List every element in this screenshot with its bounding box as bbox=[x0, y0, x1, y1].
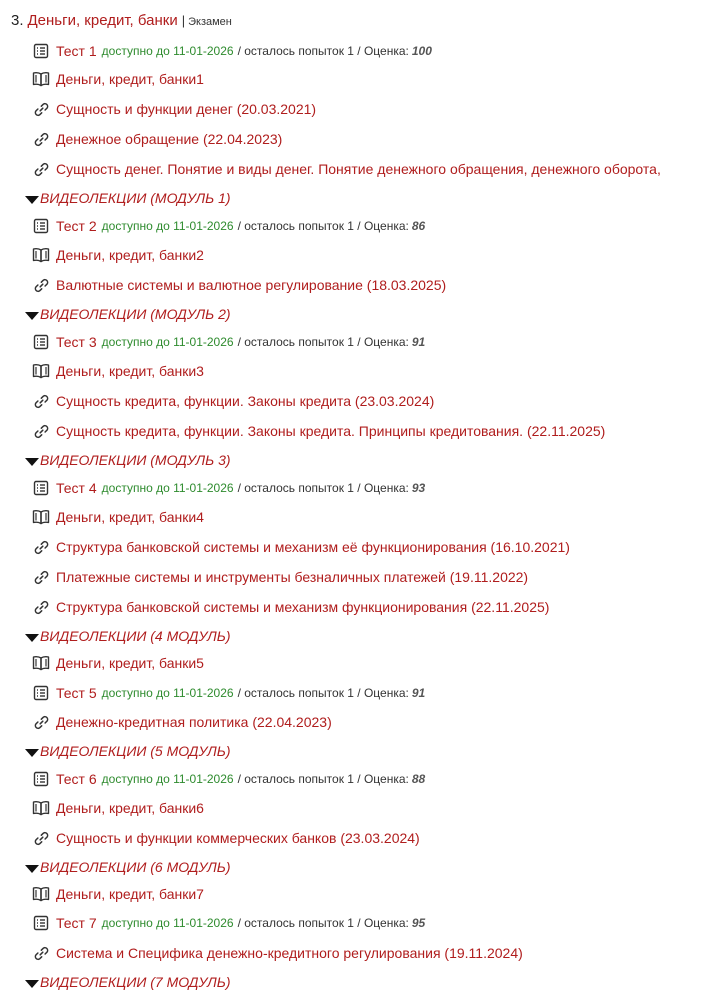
triangle-down-icon[interactable] bbox=[25, 749, 39, 757]
test-link[interactable]: Тест 3 bbox=[56, 334, 97, 350]
book-activity-row bbox=[0, 243, 717, 267]
grade-value: 86 bbox=[411, 219, 426, 233]
video-lectures-toggle[interactable] bbox=[0, 856, 717, 878]
url-link[interactable]: Сущность кредита, функции. Законы кредита (23.03.2024) bbox=[56, 393, 435, 409]
availability-text: доступно до 11-01-2026 bbox=[101, 44, 234, 58]
link-icon bbox=[32, 422, 50, 440]
quiz-icon bbox=[32, 333, 50, 351]
availability-text: доступно до 11-01-2026 bbox=[101, 481, 234, 495]
test-activity-row bbox=[0, 476, 717, 500]
book-icon bbox=[32, 70, 50, 88]
book-link[interactable]: Деньги, кредит, банки6 bbox=[56, 800, 204, 816]
link-icon bbox=[32, 160, 50, 178]
availability-text: доступно до 11-01-2026 bbox=[101, 916, 234, 930]
triangle-down-icon[interactable] bbox=[25, 980, 39, 988]
book-activity-row bbox=[0, 651, 717, 675]
book-activity-row bbox=[0, 796, 717, 820]
section-number: 3. bbox=[11, 12, 24, 29]
book-activity-row bbox=[0, 67, 717, 91]
test-activity-row bbox=[0, 39, 717, 63]
book-icon bbox=[32, 799, 50, 817]
test-link[interactable]: Тест 4 bbox=[56, 480, 97, 496]
video-lectures-toggle[interactable] bbox=[0, 187, 717, 209]
video-lectures-label[interactable]: ВИДЕОЛЕКЦИИ (МОДУЛЬ 3) bbox=[40, 452, 231, 468]
quiz-icon bbox=[32, 770, 50, 788]
book-link[interactable]: Деньги, кредит, банки4 bbox=[56, 509, 204, 525]
triangle-down-icon[interactable] bbox=[25, 865, 39, 873]
grade-value: 91 bbox=[411, 686, 426, 700]
book-icon bbox=[32, 508, 50, 526]
link-icon bbox=[32, 944, 50, 962]
test-activity-row bbox=[0, 681, 717, 705]
book-link[interactable]: Деньги, кредит, банки5 bbox=[56, 655, 204, 671]
test-activity-row bbox=[0, 911, 717, 935]
book-link[interactable]: Деньги, кредит, банки3 bbox=[56, 363, 204, 379]
attempts-grade-text: / осталось попыток 1 / Оценка: bbox=[237, 219, 409, 233]
availability-text: доступно до 11-01-2026 bbox=[101, 335, 234, 349]
video-lectures-label[interactable]: ВИДЕОЛЕКЦИИ (5 МОДУЛЬ) bbox=[40, 743, 231, 759]
test-link[interactable]: Тест 7 bbox=[56, 915, 97, 931]
test-link[interactable]: Тест 6 bbox=[56, 771, 97, 787]
quiz-icon bbox=[32, 684, 50, 702]
book-activity-row bbox=[0, 359, 717, 383]
link-icon bbox=[32, 276, 50, 294]
link-icon bbox=[32, 713, 50, 731]
attempts-grade-text: / осталось попыток 1 / Оценка: bbox=[237, 916, 409, 930]
book-icon bbox=[32, 362, 50, 380]
url-activity-row bbox=[0, 157, 717, 181]
availability-text: доступно до 11-01-2026 bbox=[101, 686, 234, 700]
video-lectures-toggle[interactable] bbox=[0, 625, 717, 647]
test-activity-row bbox=[0, 767, 717, 791]
url-link[interactable]: Платежные системы и инструменты безналичных платежей (19.11.2022) bbox=[56, 569, 529, 585]
quiz-icon bbox=[32, 42, 50, 60]
grade-value: 93 bbox=[411, 481, 426, 495]
book-link[interactable]: Деньги, кредит, банки1 bbox=[56, 71, 204, 87]
url-link[interactable]: Сущность кредита, функции. Законы кредита. Принципы кредитования. (22.11.2025) bbox=[56, 423, 606, 439]
link-icon bbox=[32, 568, 50, 586]
test-activity-row bbox=[0, 214, 717, 238]
attempts-grade-text: / осталось попыток 1 / Оценка: bbox=[237, 686, 409, 700]
video-lectures-toggle[interactable] bbox=[0, 303, 717, 325]
video-lectures-toggle[interactable] bbox=[0, 449, 717, 471]
attempts-grade-text: / осталось попыток 1 / Оценка: bbox=[237, 335, 409, 349]
triangle-down-icon[interactable] bbox=[25, 312, 39, 320]
book-activity-row bbox=[0, 882, 717, 906]
url-link[interactable]: Система и Специфика денежно-кредитного регулирования (19.11.2024) bbox=[56, 945, 523, 961]
test-activity-row bbox=[0, 330, 717, 354]
video-lectures-label[interactable]: ВИДЕОЛЕКЦИИ (МОДУЛЬ 2) bbox=[40, 306, 231, 322]
url-link[interactable]: Денежно-кредитная политика (22.04.2023) bbox=[56, 714, 332, 730]
grade-value: 88 bbox=[411, 772, 426, 786]
url-activity-row bbox=[0, 565, 717, 589]
url-link[interactable]: Сущность и функции коммерческих банков (23.03.2024) bbox=[56, 830, 420, 846]
url-activity-row bbox=[0, 535, 717, 559]
video-lectures-toggle[interactable] bbox=[0, 740, 717, 762]
url-activity-row bbox=[0, 826, 717, 850]
video-lectures-label[interactable]: ВИДЕОЛЕКЦИИ (МОДУЛЬ 1) bbox=[40, 190, 231, 206]
availability-text: доступно до 11-01-2026 bbox=[101, 772, 234, 786]
link-icon bbox=[32, 598, 50, 616]
video-lectures-label[interactable]: ВИДЕОЛЕКЦИИ (6 МОДУЛЬ) bbox=[40, 859, 231, 875]
section-header bbox=[11, 12, 232, 34]
url-link[interactable]: Валютные системы и валютное регулирование (18.03.2025) bbox=[56, 277, 447, 293]
quiz-icon bbox=[32, 914, 50, 932]
url-activity-row bbox=[0, 419, 717, 443]
video-lectures-label[interactable]: ВИДЕОЛЕКЦИИ (7 МОДУЛЬ) bbox=[40, 974, 231, 990]
video-lectures-toggle[interactable] bbox=[0, 971, 717, 993]
url-activity-row bbox=[0, 595, 717, 619]
attempts-grade-text: / осталось попыток 1 / Оценка: bbox=[237, 772, 409, 786]
url-link[interactable]: Структура банковской системы и механизм функционирования (22.11.2025) bbox=[56, 599, 550, 615]
url-activity-row bbox=[0, 941, 717, 965]
attempts-grade-text: / осталось попыток 1 / Оценка: bbox=[237, 44, 409, 58]
section-type-label: Экзамен bbox=[188, 16, 232, 28]
book-activity-row bbox=[0, 505, 717, 529]
availability-text: доступно до 11-01-2026 bbox=[101, 219, 234, 233]
attempts-grade-text: / осталось попыток 1 / Оценка: bbox=[237, 481, 409, 495]
book-link[interactable]: Деньги, кредит, банки7 bbox=[56, 886, 204, 902]
grade-value: 91 bbox=[411, 335, 426, 349]
book-icon bbox=[32, 246, 50, 264]
link-icon bbox=[32, 538, 50, 556]
url-link[interactable]: Сущность денег. Понятие и виды денег. Понятие денежного обращения, денежного оборота, bbox=[56, 161, 661, 177]
quiz-icon bbox=[32, 217, 50, 235]
triangle-down-icon[interactable] bbox=[25, 634, 39, 642]
book-link[interactable]: Деньги, кредит, банки2 bbox=[56, 247, 204, 263]
video-lectures-label[interactable]: ВИДЕОЛЕКЦИИ (4 МОДУЛЬ) bbox=[40, 628, 231, 644]
grade-value: 100 bbox=[411, 44, 432, 58]
test-link[interactable]: Тест 2 bbox=[56, 218, 97, 234]
book-icon bbox=[32, 885, 50, 903]
link-icon bbox=[32, 829, 50, 847]
link-icon bbox=[32, 100, 50, 118]
quiz-icon bbox=[32, 479, 50, 497]
url-link[interactable]: Структура банковской системы и механизм её функционирования (16.10.2021) bbox=[56, 539, 570, 555]
grade-value: 95 bbox=[411, 916, 426, 930]
triangle-down-icon[interactable] bbox=[25, 196, 39, 204]
url-link[interactable]: Денежное обращение (22.04.2023) bbox=[56, 131, 283, 147]
url-activity-row bbox=[0, 389, 717, 413]
url-activity-row bbox=[0, 97, 717, 121]
test-link[interactable]: Тест 5 bbox=[56, 685, 97, 701]
url-activity-row bbox=[0, 710, 717, 734]
link-icon bbox=[32, 130, 50, 148]
link-icon bbox=[32, 392, 50, 410]
section-separator: | bbox=[181, 13, 186, 28]
triangle-down-icon[interactable] bbox=[25, 458, 39, 466]
url-link[interactable]: Сущность и функции денег (20.03.2021) bbox=[56, 101, 317, 117]
test-link[interactable]: Тест 1 bbox=[56, 43, 97, 59]
book-icon bbox=[32, 654, 50, 672]
section-title-link[interactable]: Деньги, кредит, банки bbox=[27, 12, 178, 29]
url-activity-row bbox=[0, 273, 717, 297]
url-activity-row bbox=[0, 127, 717, 151]
